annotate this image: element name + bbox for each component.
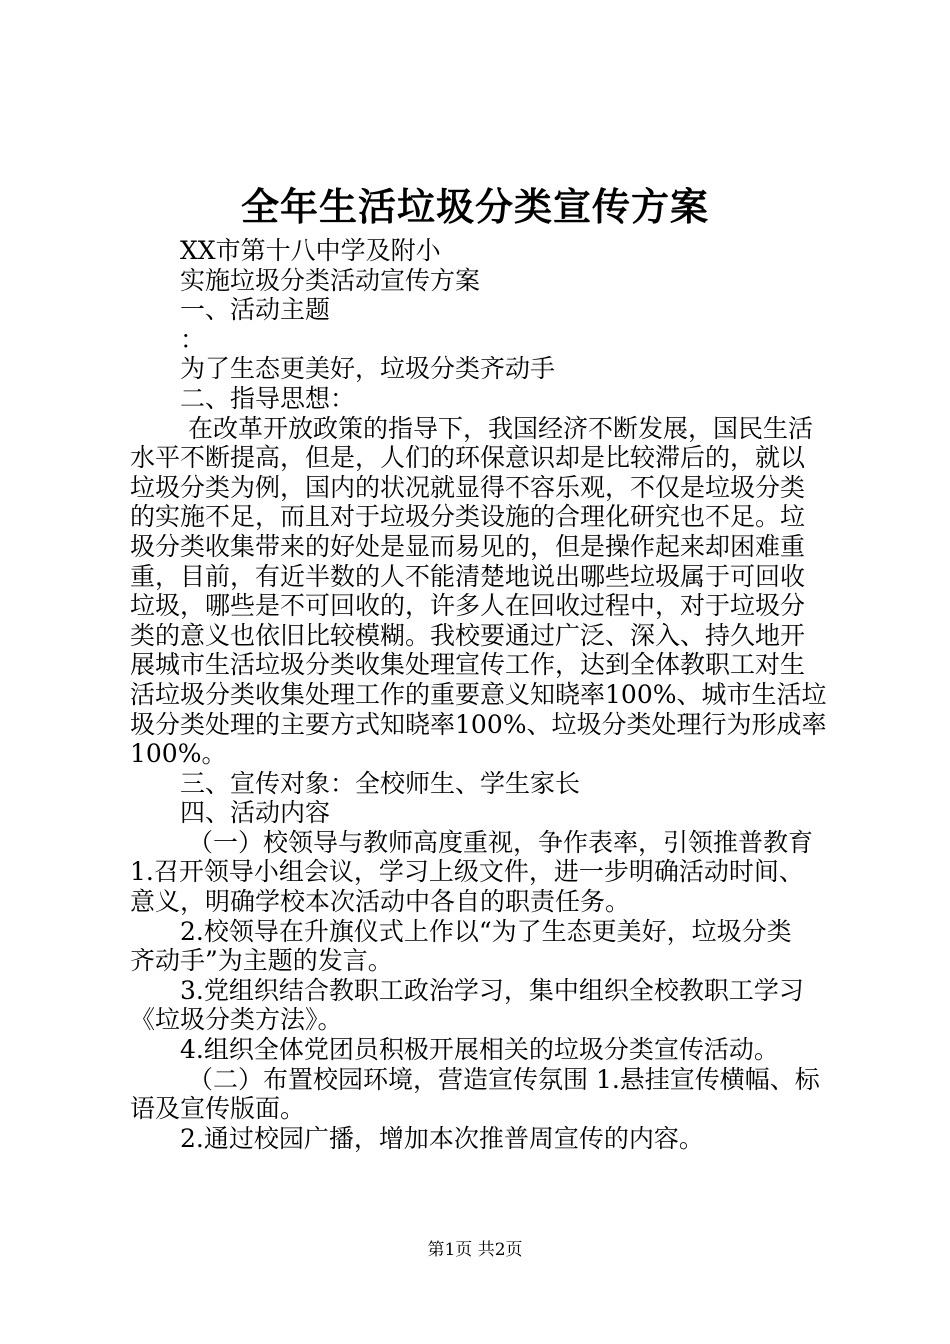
text-line: XX市第十八中学及附小 (180, 236, 441, 265)
document-title: 全年生活垃圾分类宣传方案 (240, 184, 709, 229)
paragraph-line: 类的意义也依旧比较模糊。我校要通过广泛、深入、持久地开 (130, 620, 806, 650)
paragraph-line: 1.召开领导小组会议，学习上级文件，进一步明确活动时间、 (130, 857, 804, 887)
paragraph-line: 4.组织全体党团员积极开展相关的垃圾分类宣传活动。 (180, 1035, 779, 1065)
paragraph-line: 的实施不足，而且对于垃圾分类设施的合理化研究也不足。垃 (130, 502, 806, 532)
paragraph-line: 活垃圾分类收集处理工作的重要意义知晓率100%、城市生活垃 (130, 679, 827, 709)
paragraph-line: 展城市生活垃圾分类收集处理宣传工作，达到全体教职工对生 (130, 650, 806, 680)
paragraph-line: 在改革开放政策的指导下，我国经济不断发展，国民生活 (188, 413, 814, 443)
paragraph-line: 3.党组织结合教职工政治学习，集中组织全校教职工学习 (180, 975, 804, 1005)
paragraph-line: 水平不断提高，但是，人们的环保意识却是比较滞后的，就以 (130, 443, 806, 473)
section-heading: 二、指导思想： (180, 383, 356, 413)
paragraph-line: 垃圾，哪些是不可回收的，许多人在回收过程中，对于垃圾分 (130, 591, 806, 621)
theme-text: 为了生态更美好，垃圾分类齐动手 (180, 354, 556, 384)
paragraph-line: 圾分类处理的主要方式知晓率100%、垃圾分类处理行为形成率 (130, 709, 827, 739)
paragraph-line: 圾分类收集带来的好处是显而易见的，但是操作起来却困难重 (130, 531, 806, 561)
text-line: 实施垃圾分类活动宣传方案 (180, 265, 481, 295)
document-body (130, 236, 830, 1153)
paragraph-line: 2.校领导在升旗仪式上作以“为了生态更美好，垃圾分类 (180, 916, 792, 946)
paragraph-line: 2.通过校园广播，增加本次推普周宣传的内容。 (180, 1123, 704, 1153)
paragraph-line: 齐动手”为主题的发言。 (130, 946, 393, 976)
paragraph-line: 100%。 (130, 739, 227, 769)
paragraph-line: 垃圾分类为例，国内的状况就显得不容乐观，不仅是垃圾分类 (130, 472, 806, 502)
section-heading: 三、宣传对象：全校师生、学生家长 (180, 768, 581, 798)
section-heading: 四、活动内容 (180, 798, 331, 828)
paragraph-line: 重，目前，有近半数的人不能清楚地说出哪些垃圾属于可回收 (130, 561, 806, 591)
text-line: ： (180, 324, 206, 354)
paragraph-line: 语及宣传版面。 (130, 1094, 306, 1124)
subsection-heading: （一）校领导与教师高度重视，争作表率，引领推普教育 (188, 827, 814, 857)
paragraph-line: 《垃圾分类方法》。 (130, 1005, 343, 1035)
section-heading: 一、活动主题 (180, 295, 331, 325)
subsection-heading: （二）布置校园环境，营造宣传氛围 1.悬挂宣传横幅、标 (188, 1064, 820, 1094)
paragraph-line: 意义，明确学校本次活动中各自的职责任务。 (130, 887, 631, 917)
page-footer: 第1页 共2页 (427, 1240, 523, 1260)
